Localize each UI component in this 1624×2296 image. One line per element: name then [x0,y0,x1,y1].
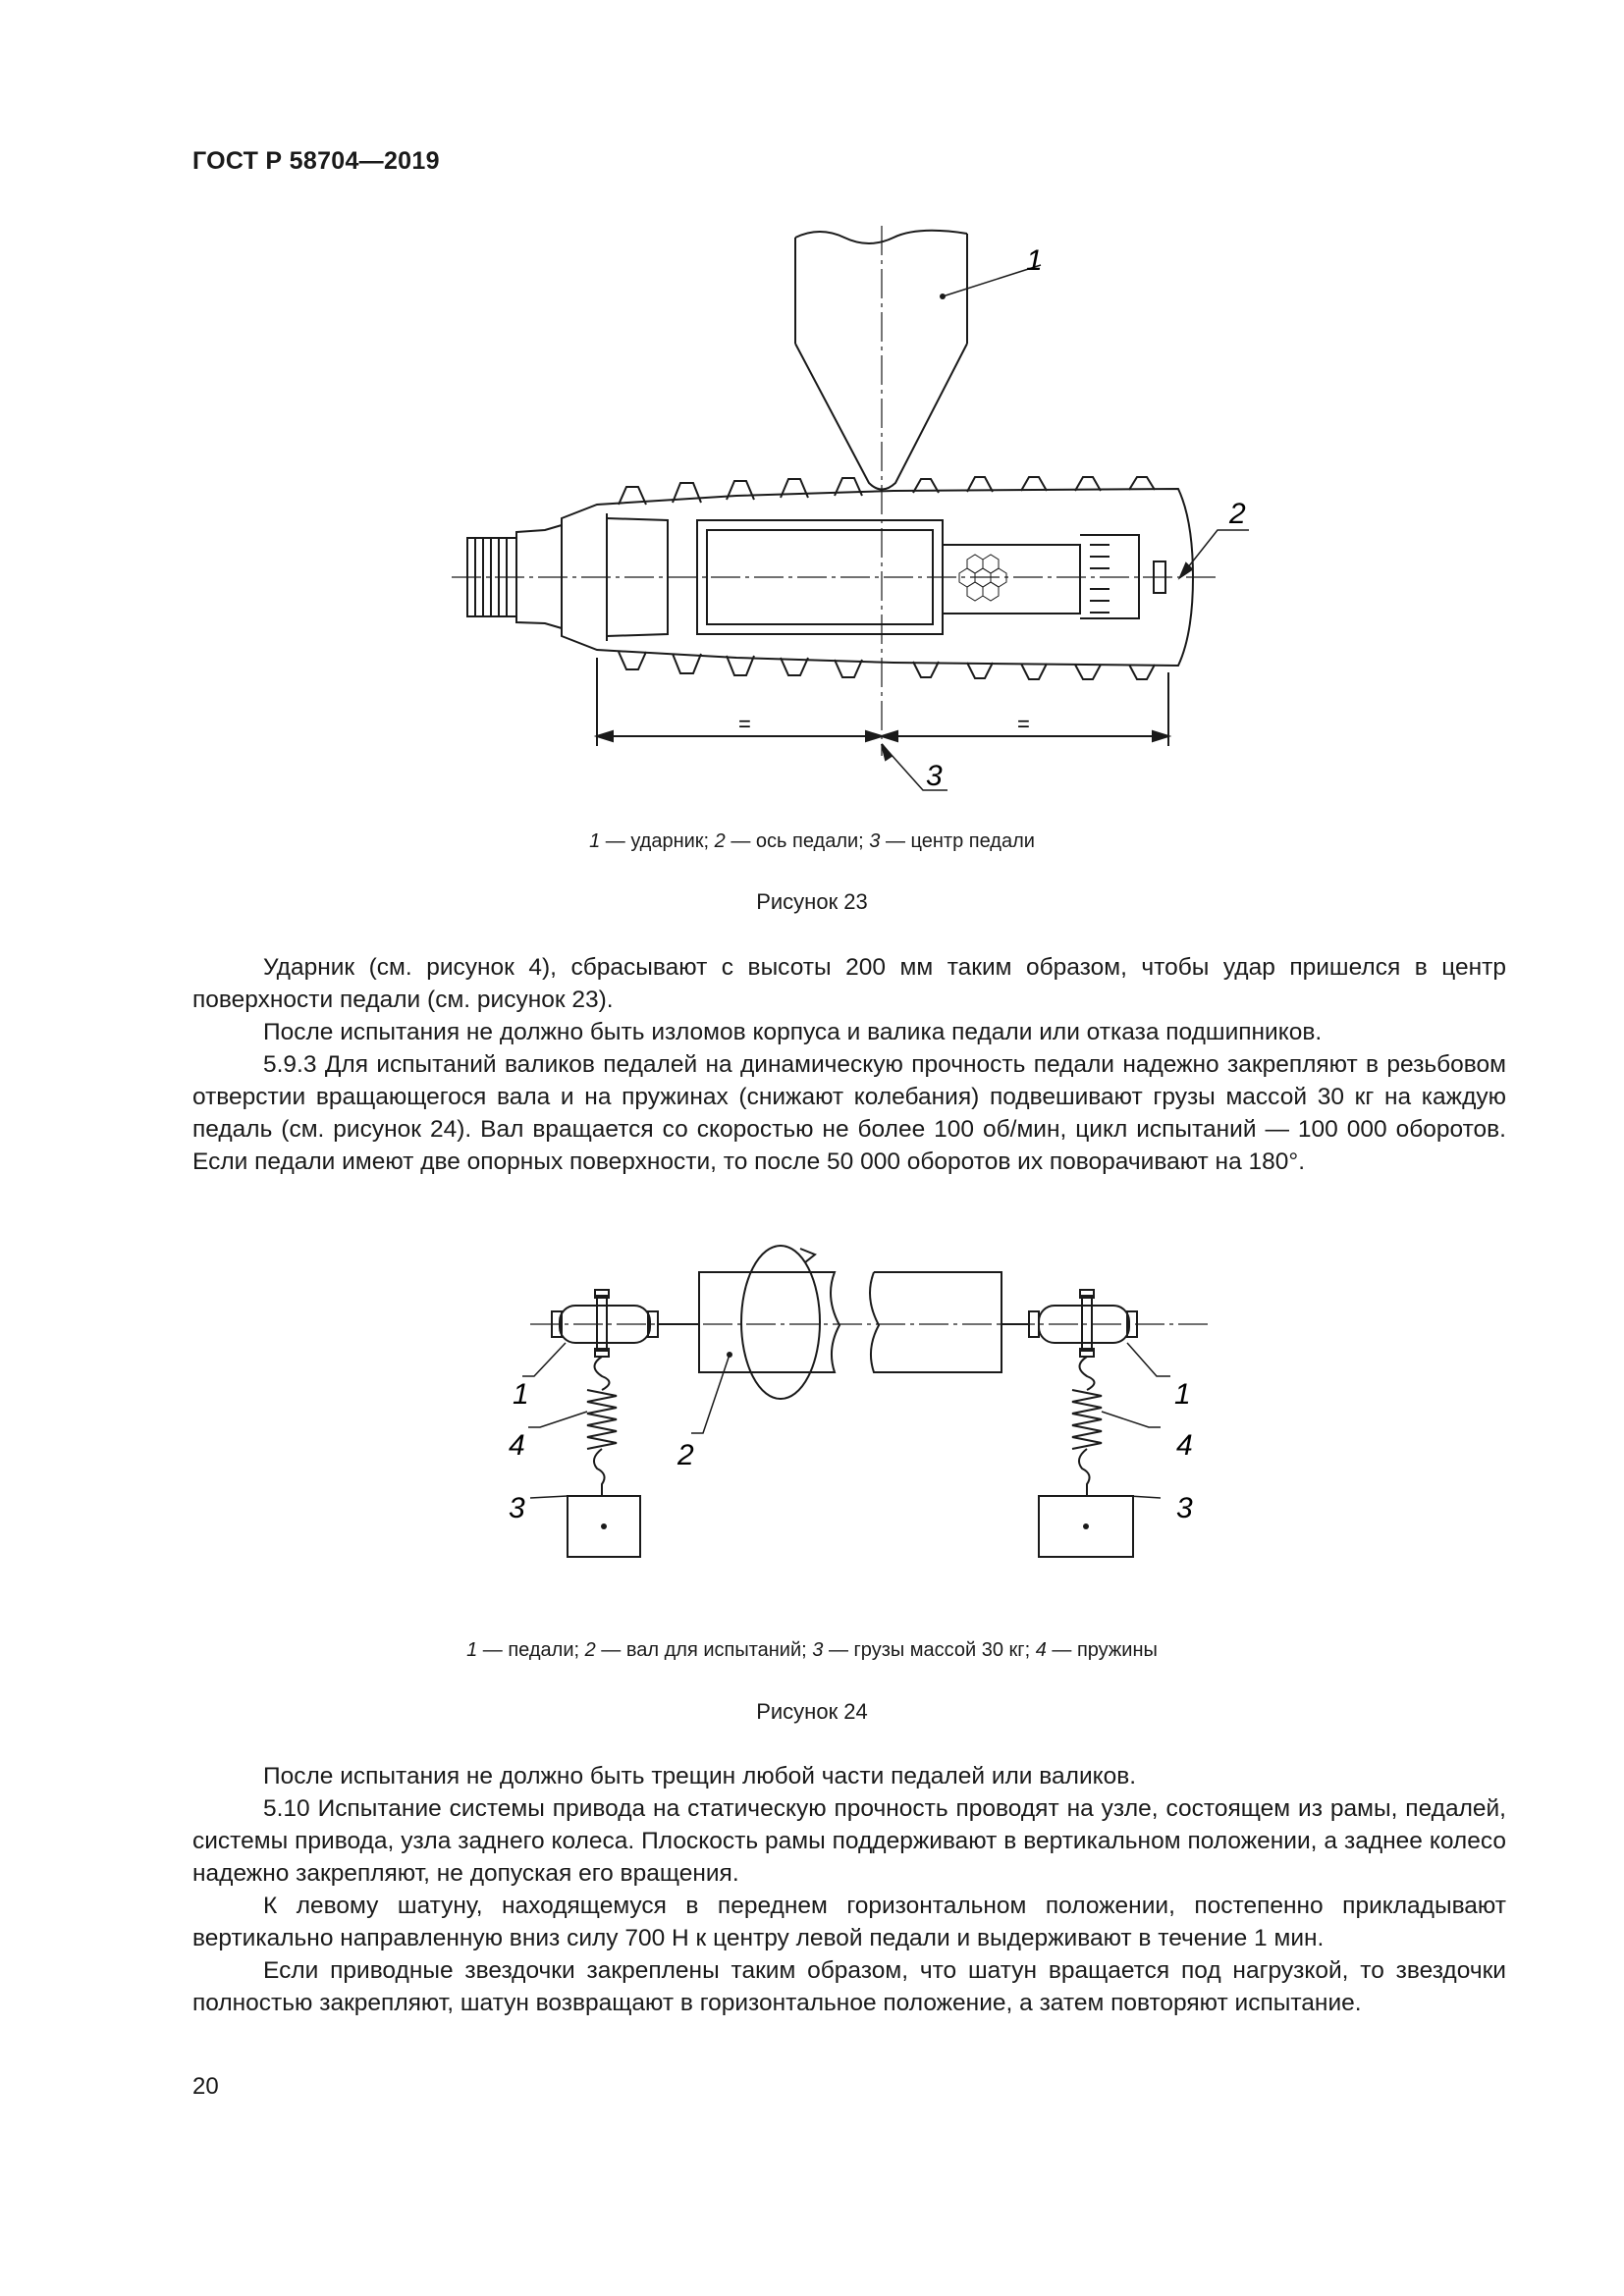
paragraph: После испытания не должно быть изломов корпуса и валика педали или отказа подшипников. [263,1019,1323,1045]
fig24-label-4-left: 4 [509,1429,525,1462]
fig24-label-1-left: 1 [513,1378,529,1411]
document-code: ГОСТ Р 58704—2019 [192,147,440,175]
legend-text: — ударник; [600,830,715,852]
legend-num: 3 [869,830,881,852]
figure-24-legend [0,1639,1624,1662]
fig24-label-4-right: 4 [1176,1429,1193,1462]
legend-text: — пружины [1046,1639,1158,1661]
page-number: 20 [192,2073,219,2100]
dimension-equal-right: = [1017,712,1030,736]
paragraph: 5.9.3 Для испытаний валиков педалей на динамическую прочность педали надежно закрепляют в резьбовом отверстии вращающегося вала и на пружинах (снижают колебания) подвешивают грузы массой 30 кг на каждую педаль (см. рисунок 24). Вал вращается со скоростью не более 100 об/мин, цикл испытаний — 100 000 оборотов. Если педали имеют две опорных поверхности, то после 50 000 оборотов их поворачивают на 180°. [192,1051,1506,1175]
legend-text: — центр педали [880,830,1035,852]
paragraph: Ударник (см. рисунок 4), сбрасывают с высоты 200 мм таким образом, чтобы удар пришелся в центр поверхности педали (см. рисунок 23). [192,954,1506,1013]
figure-24-title: Рисунок 24 [756,1699,868,1724]
legend-num: 2 [584,1639,596,1661]
fig24-label-3-left: 3 [509,1492,525,1524]
legend-num: 3 [812,1639,824,1661]
legend-num: 4 [1035,1639,1047,1661]
legend-num: 1 [589,830,601,852]
figure-23-legend [0,830,1624,853]
fig24-label-2: 2 [677,1439,694,1471]
figure-23-title: Рисунок 23 [756,889,868,914]
body-text-block-1 [192,951,1506,1178]
legend-num: 2 [714,830,726,852]
fig23-label-1: 1 [1026,244,1043,277]
legend-text: — педали; [477,1639,585,1661]
figure-24-drawing [501,1227,1247,1610]
paragraph: После испытания не должно быть трещин любой части педалей или валиков. [263,1763,1137,1789]
paragraph: Если приводные звездочки закреплены таким образом, что шатун вращается под нагрузкой, то звездочки полностью закрепляют, шатун возвращают в горизонтальное положение, а затем повторяют испытание. [192,1957,1506,2016]
legend-text: — грузы массой 30 кг; [823,1639,1036,1661]
paragraph: 5.10 Испытание системы привода на статическую прочность проводят на узле, состоящем из рамы, педалей, системы привода, узла заднего колеса. Плоскость рамы поддерживают в вертикальном положении, а заднее колесо надежно закрепляют, не допуская его вращения. [192,1795,1506,1887]
legend-text: — ось педали; [725,830,870,852]
figure-23-drawing [432,226,1276,805]
paragraph: К левому шатуну, находящемуся в переднем горизонтальном положении, постепенно прикладывают вертикально направленную вниз силу 700 Н к центру левой педали и выдерживают в течение 1 мин. [192,1893,1506,1951]
legend-num: 1 [466,1639,478,1661]
fig24-label-3-right: 3 [1176,1492,1193,1524]
body-text-block-2 [192,1760,1506,2019]
legend-text: — вал для испытаний; [595,1639,813,1661]
fig24-label-1-right: 1 [1174,1378,1191,1411]
dimension-equal-left: = [738,712,751,736]
fig23-label-2: 2 [1229,498,1246,530]
fig23-label-3: 3 [926,760,943,792]
